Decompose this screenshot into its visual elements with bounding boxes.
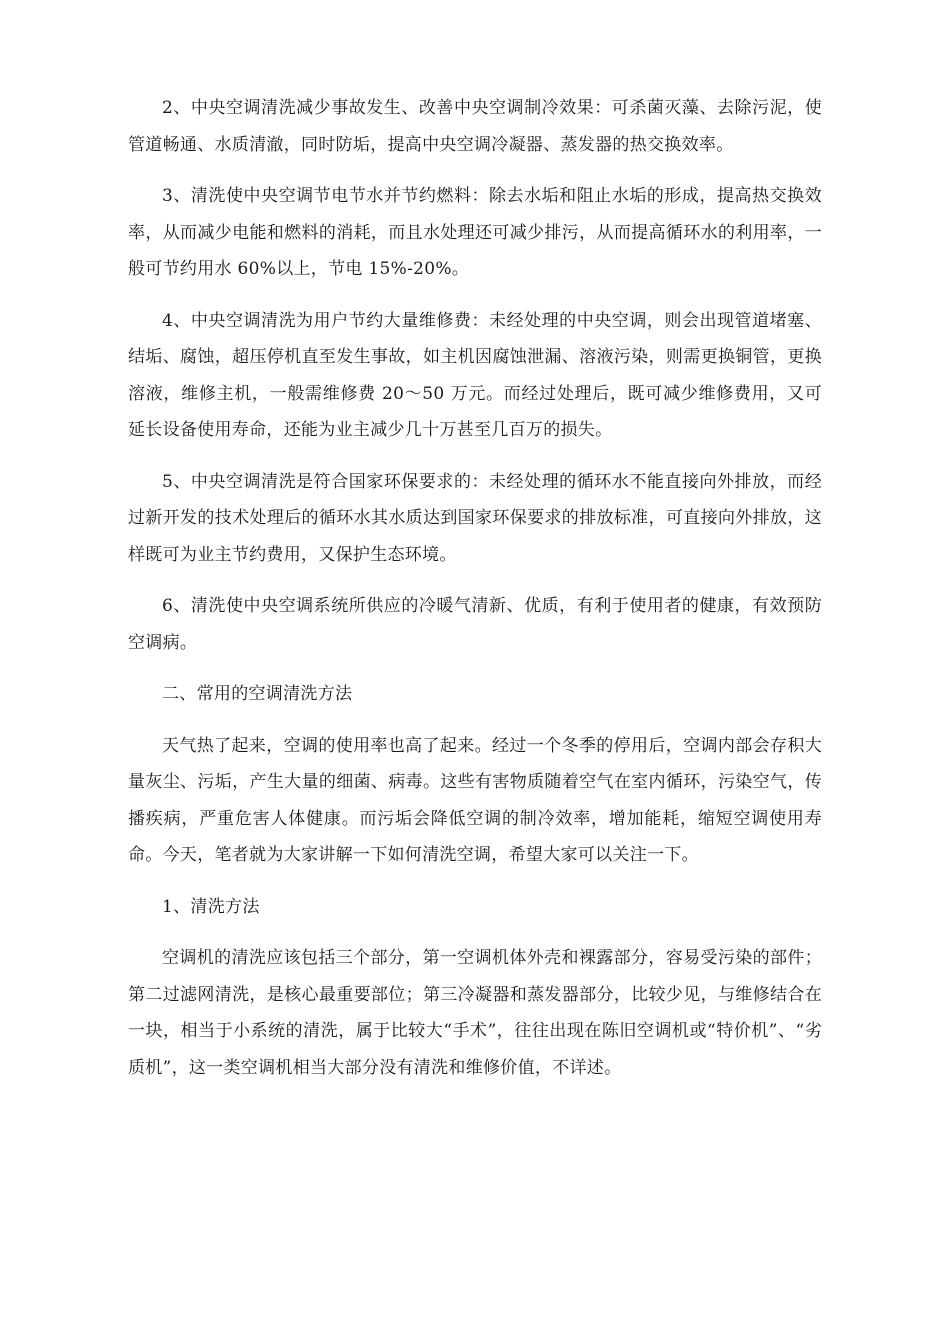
paragraph-cleaning-method: 空调机的清洗应该包括三个部分，第一空调机体外壳和裸露部分，容易受污染的部件；第二过滤网清洗，是核心最重要部位；第三冷凝器和蒸发器部分，比较少见，与维修结合在一块，相当于小系统的清洗，属于比较大“手术”，往往出现在陈旧空调机或“特价机”、“劣质机”，这一类空调机相当大部分没有清洗和维修价值，不详述。 <box>128 948 822 1078</box>
paragraph-benefit-4: 4、中央空调清洗为用户节约大量维修费：未经处理的中央空调，则会出现管道堵塞、结垢、腐蚀，超压停机直至发生事故，如主机因腐蚀泄漏、溶液污染，则需更换铜管，更换溶液，维修主机，一般需维修费 20～50 万元。而经过处理后，既可减少维修费用，又可延长设备使用寿命，还能为业主减少几十万甚至几百万的损失。 <box>128 310 822 440</box>
paragraph-benefit-6: 6、清洗使中央空调系统所供应的冷暖气清新、优质，有利于使用者的健康，有效预防空调病。 <box>128 596 822 653</box>
paragraph-intro: 天气热了起来，空调的使用率也高了起来。经过一个冬季的停用后，空调内部会存积大量灰尘、污垢，产生大量的细菌、病毒。这些有害物质随着空气在室内循环，污染空气，传播疾病，严重危害人体健康。而污垢会降低空调的制冷效率，增加能耗，缩短空调使用寿命。今天，笔者就为大家讲解一下如何清洗空调，希望大家可以关注一下。 <box>128 735 822 865</box>
paragraph-benefit-2: 2、中央空调清洗减少事故发生、改善中央空调制冷效果：可杀菌灭藻、去除污泥，使管道畅通、水质清澈，同时防垢，提高中央空调冷凝器、蒸发器的热交换效率。 <box>128 98 822 155</box>
paragraph-benefit-5: 5、中央空调清洗是符合国家环保要求的：未经处理的循环水不能直接向外排放，而经过新开发的技术处理后的循环水其水质达到国家环保要求的排放标准，可直接向外排放，这样既可为业主节约费用，又保护生态环境。 <box>128 471 822 565</box>
section-heading: 二、常用的空调清洗方法 <box>162 684 353 704</box>
paragraph-benefit-3: 3、清洗使中央空调节电节水并节约燃料：除去水垢和阻止水垢的形成，提高热交换效率，从而减少电能和燃料的消耗，而且水处理还可减少排污，从而提高循环水的利用率，一般可节约用水 60%以上，节电 15%-20%。 <box>128 186 822 279</box>
document-body <box>128 90 822 1101</box>
sub-heading: 1、清洗方法 <box>162 896 260 917</box>
